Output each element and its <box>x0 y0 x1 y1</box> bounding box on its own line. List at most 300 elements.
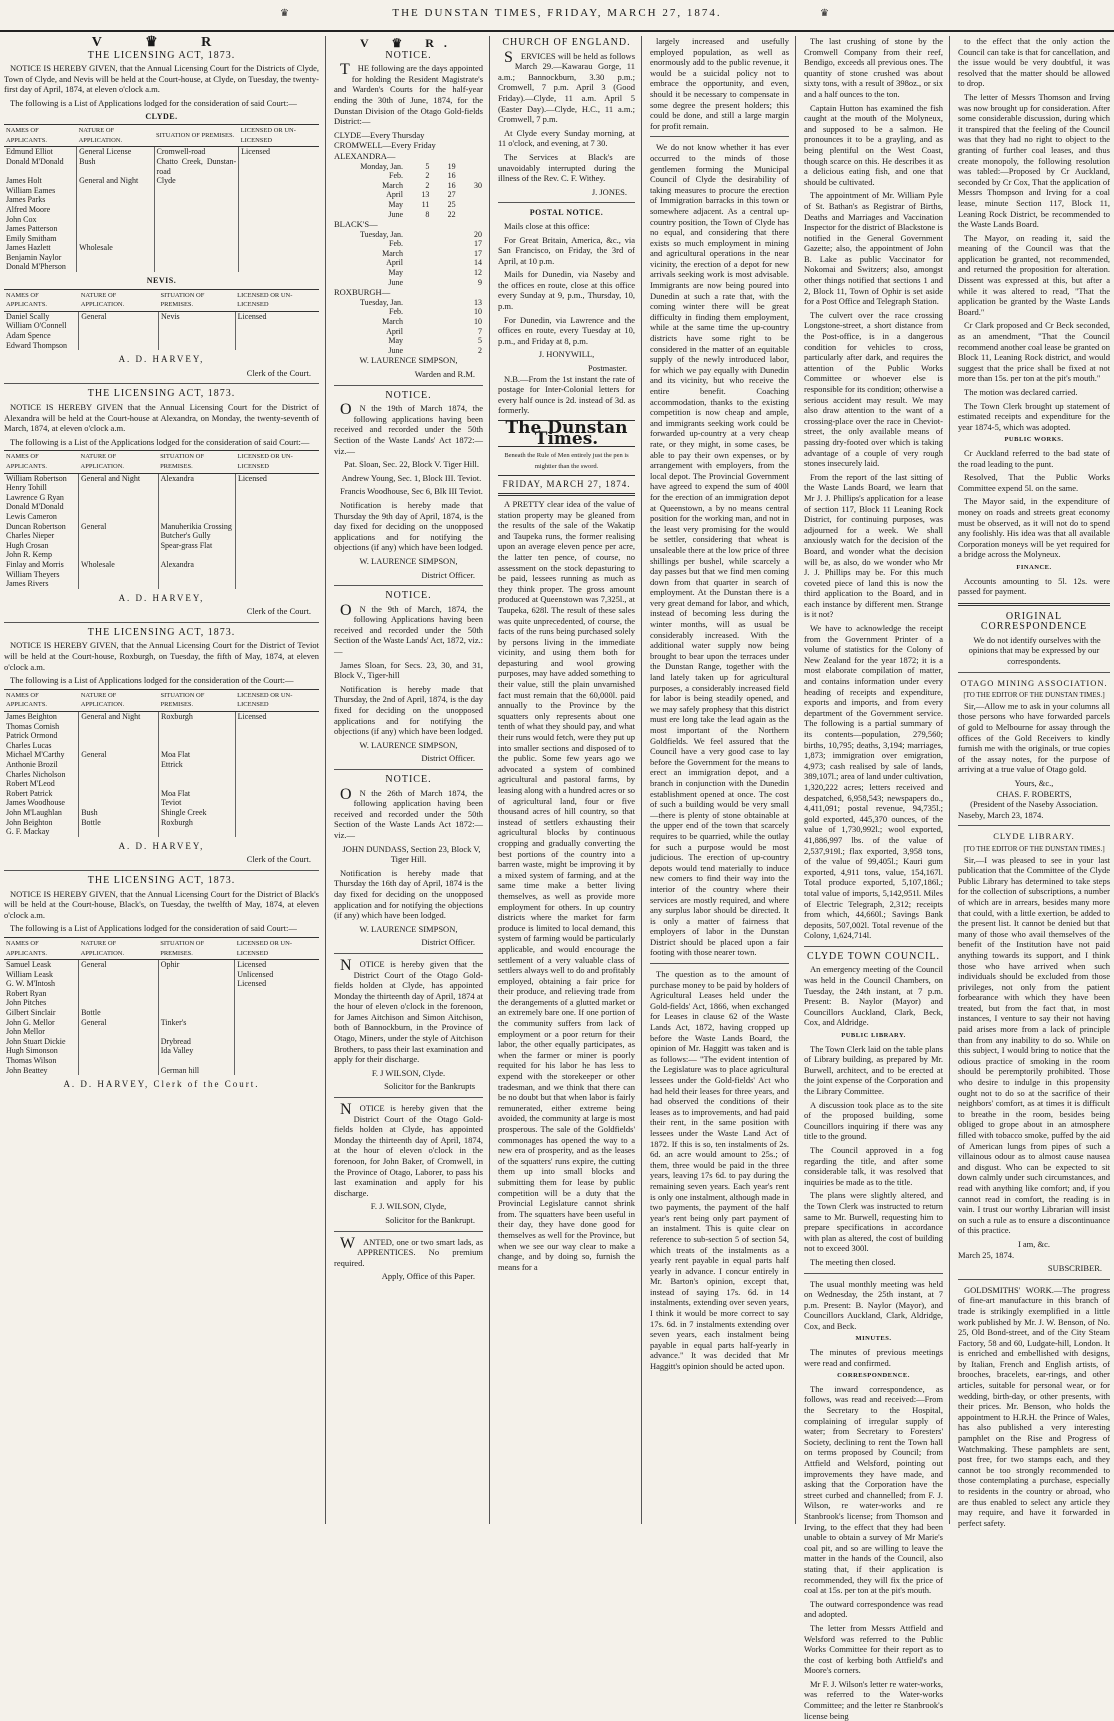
table-cell: Drybread <box>158 1037 235 1047</box>
table-cell <box>236 570 319 580</box>
signature-title: District Officer. <box>421 937 475 948</box>
court-blacks: BLACK'S— <box>334 219 378 230</box>
table-cell <box>79 760 159 770</box>
table-row <box>4 979 319 989</box>
council-body: The letter of Messrs Thomson and Irving was now brought up for consideration. After some considerable discussion, during which it transpired that the feeling of the Council was that they had no right to object to the granting of further coal leases, and thus create monopoly, the following resolution was tabled:—Proposed by Cr Auckland, seconded by Cr Cox, That the application of Messrs Thompson and Irving for a coal lease, minute Section 117, Block 11, Leaning Rock District, be recommended to the Waste Lands Board. <box>958 91 1110 230</box>
letter-to: [TO THE EDITOR OF THE DUNSTAN TIMES.] <box>963 844 1105 853</box>
table-cell <box>158 827 235 837</box>
table-cell: Chatto Creek, Dunstan-road <box>154 157 239 176</box>
table-cell <box>158 722 235 732</box>
newspaper-motto: Beneath the Rule of Men entirely just the pen is mightier than the sword. <box>498 451 635 476</box>
table-cell: Spear-grass Flat <box>158 541 235 551</box>
issue-date: FRIDAY, MARCH 27, 1874. <box>498 479 635 496</box>
notice-body: Notification is hereby made that Thursday the 9th day of April, 1874, is the day fixed for deciding on the unopposed applications and for notifying the objections (if any) which have been lodged. <box>334 499 483 553</box>
table-cell: John Beattey <box>6 1065 48 1075</box>
table-cell <box>235 731 319 741</box>
table-cell: Cromwell-road <box>154 147 239 157</box>
notice-item: James Sloan, for Secs. 23, 30, and 31, Block V., Tiger-hill <box>334 659 483 681</box>
table-cell: Bottle <box>79 818 159 828</box>
table-cell <box>239 243 319 253</box>
table-cell <box>79 979 159 989</box>
table-cell <box>158 512 235 522</box>
table-cell <box>79 1027 159 1037</box>
date-cell: Tuesday, Jan. <box>360 297 403 307</box>
table-cell <box>79 321 159 331</box>
council-body: The meeting then closed. <box>810 1256 896 1267</box>
council-body: Cr Auckland referred to the bad state of the road leading to the punt. <box>958 447 1110 469</box>
date-cell: March <box>382 248 403 258</box>
table-row <box>4 970 319 980</box>
signature: W. LAURENCE SIMPSON, <box>359 923 458 934</box>
table-cell: John M'Laughlan <box>6 807 62 817</box>
table-row <box>4 960 319 970</box>
table-row <box>4 243 319 253</box>
signature-title: Solicitor for the Bankrupt. <box>385 1214 475 1225</box>
church-body: At Clyde every Sunday morning, at 11 o'clock, and evening, at 7 30. <box>498 127 635 149</box>
table-cell <box>158 321 235 331</box>
date-cell: May <box>388 336 403 346</box>
table-row <box>4 531 319 541</box>
notice-body: NOTICE is hereby given that the District Court of the Otago Gold-fields holden at Clyde, has appointed Monday the thirteenth day of April, 1874 at the hour of eleven o'clock in the forenoon, for James Aitchison and Simon Aitchison, both of Bannockburn, in the Province of Otago, Miners, under the style of Aitchison Brothers, to pass their last examination and apply for their discharge. <box>334 956 483 1065</box>
table-cell <box>154 215 239 225</box>
date-cell: April <box>386 326 403 336</box>
royal-crest: V ♛ R <box>91 35 232 50</box>
notice-item: Andrew Young, Sec. 1, Block III. Teviot. <box>341 472 482 483</box>
column-notices <box>330 36 490 1524</box>
notice-item: JOHN DUNDASS, Section 23, Block V, Tiger Hill. <box>342 843 481 865</box>
applications-table: NAMES OF APPLICANTS. NATURE OF APPLICATION. SITUATION OF PREMISES. LICENSED OR UN-LICENSED Edmund Elliot General License Cromwell-road Licensed Donald M'Donald Bush Chatto Creek, Dunstan-road James Holt General and Night Clyde William Eames James Parks Alfred Moore John Cox James Patterson Emily Smitham James Hazlett Wholesale Benjamin Naylor Donald M'Pherson <box>4 124 319 272</box>
notice-title: NOTICE. <box>385 590 432 602</box>
table-cell: Manuherikia Crossing <box>158 522 235 532</box>
table-cell <box>235 1018 319 1028</box>
table-cell: Licensed <box>235 712 319 722</box>
table-cell: John Cox <box>6 214 37 224</box>
notice-body: NOTICE IS HEREBY GIVEN that the Annual Licensing Court for the District of Alexandra will be held at the Court-house at Alexandra, on Monday, the twenty-seventh of March, 1874, at eleven o'clock a.m. <box>4 402 319 434</box>
notice-title: NOTICE. <box>385 49 432 61</box>
table-cell <box>235 827 319 837</box>
table-cell: Hugh Simonson <box>6 1046 58 1056</box>
table-row <box>4 157 319 176</box>
table-cell: Moa Flat <box>158 789 235 799</box>
table-cell <box>235 808 319 818</box>
table-row <box>4 741 319 751</box>
table-cell <box>158 550 235 560</box>
table-row <box>4 1037 319 1047</box>
date-cell: March <box>382 317 403 327</box>
date-cell: 27 <box>447 190 456 200</box>
table-cell: Bottle <box>79 1008 159 1018</box>
table-cell: Robert Ryan <box>6 988 47 998</box>
table-cell <box>79 579 159 589</box>
table-cell: Lawrence G Ryan <box>6 492 64 502</box>
council-body: Mr F. J. Wilson's letter re water-works, was referred to the Water-works Committee; and the letter re Stanbrook's license being <box>804 1678 943 1721</box>
table-cell: Nevis <box>158 311 235 321</box>
date-cell: 16 <box>447 171 456 181</box>
table-cell <box>235 750 319 760</box>
letter-body: Sir,—I was pleased to see in your last publication that the Committee of the Clyde Public Library has determined to take steps for the collection of subscriptions, a number of which are in arrears, besides many more that could, with a little exertion, be added to the present list. It cannot be denied but that many of those who avail themselves of the benefit of the Institution have not paid anything towards its support, and I think those who have arrived when such individuals should be excluded from those privileges, not only from the patient forbearance with which they have been treated, but from the fact that, in most instances, I venture to say their not having paid arises more from a lack of principle than from any inability to do so. While on this subject, I would bring to notice that the odious practice of smoking in the room should be peremptorily prohibited. Those who desire to indulge in this propensity ought not to do so at the sacrifice of their neighbors' comfort, as at times it is difficult to breathe in the room, besides being obliged to grope about in an atmosphere filled with tobacco smoke, puffed by the aid of American lungs from pipes of such a villainous odour as to almost cause nausea and disgust. Who can be expected to sit down calmly under such circumstances, and read with anything like comfort; and, if you cannot read in comfort, the reading is in vain. I trust our worthy Librarian will insist on such a rule as to ensure a discontinuance of this practice. <box>958 854 1110 1236</box>
table-cell: James Holt <box>6 176 42 186</box>
date-cell: April <box>386 258 403 268</box>
table-cell <box>77 195 154 205</box>
table-row <box>4 779 319 789</box>
date-cell: 17 <box>474 248 482 258</box>
table-row <box>4 1056 319 1066</box>
table-cell: William Theyers <box>6 569 60 579</box>
applications-table: NAMES OF APPLICANTS. NATURE OF APPLICATION. SITUATION OF PREMISES. LICENSED OR UN-LICENSED Samuel Leask General Ophir Licensed William Leask Unlicensed G. W. M'Intosh Licensed Robert Ryan John Pitches Gilbert Sinclair Bottle John G. Mellor General Tinker's John Mellor John Stuart Dickie Drybread Hugh Simonson Ida Valley Thomas Wilson John Beattey German hill <box>4 937 319 1075</box>
table-row <box>4 550 319 560</box>
applications-table: NAMES OF APPLICANTS. NATURE OF APPLICATION. SITUATION OF PREMISES. LICENSED OR UN-LICENSED Daniel Scally General Nevis Licensed William O'Connell Adam Spence Edward Thompson <box>4 289 319 351</box>
table-cell: Donald M'Donald <box>6 156 64 166</box>
news-item: Captain Hutton has examined the fish caught at the mouth of the Molyneux, and supposed to be a salmon. He pronounces it to be a grayling, and as being plentiful on the West Coast, though scarce on this. He describes it as a delicious eating fish, and one that should be cultivated. <box>804 102 943 187</box>
table-cell <box>154 253 239 263</box>
table-cell: Wholesale <box>79 560 159 570</box>
table-cell <box>79 989 159 999</box>
date-cell: 12 <box>474 268 482 278</box>
date-cell: 13 <box>421 190 430 200</box>
table-cell <box>239 157 319 176</box>
court-dates <box>334 298 483 356</box>
correspondence-note: We do not identify ourselves with the opinions that may be expressed by our correspondents. <box>968 634 1101 667</box>
date-cell: 20 <box>474 229 482 239</box>
notice-intro: The following is a List of Applications lodged for the consideration of said Court:— <box>10 923 297 934</box>
notice-title: NOTICE. <box>385 389 432 401</box>
table-row <box>4 512 319 522</box>
table-cell <box>158 731 235 741</box>
letter-date: March 25, 1874. <box>958 1249 1015 1260</box>
news-item: The culvert over the race crossing Longstone-street, a short distance from the Post-office, is in a dangerous condition for vehicles to cross, particularly after dark, and requires the attention of the Public Works Committee or whoever else is responsible for its condition; otherwise a serious accident may result. We may also draw attention to the want of a crossing-place over the race in Cheviot-street, the only available means of passing dry-footed over which is taking advantage of a couple of very rough stones insecurely laid. <box>804 309 943 469</box>
notice-body: ON the 9th of March, 1874, the following Applications having been received and recorded under the 50th Section of the Waste Lands' Act, 1872, viz.:— <box>334 601 483 657</box>
table-cell: John Beighton <box>6 817 53 827</box>
table-row <box>4 215 319 225</box>
signature: A. D. HARVEY, <box>118 592 205 603</box>
notice-item: Francis Woodhouse, Sec 6, Blk III Teviot. <box>340 486 483 497</box>
letter-close: I am, &c. <box>1017 1238 1051 1249</box>
news-item: From the report of the last sitting of the Waste Lands Board, we learn that Mr J. J. Phillips's application for a lease of section 117, Block 11 Leaning Rock District, for continuing purposes, was adjourned for a week. We shall anxiously watch for the decision of the Board, and wonder what the decision will be, as also, do we wonder who Mr J. J. Phillips may be. For this much coveted piece of land this is now the third application to the Board, and in each instance by different men. Strange is it not? <box>804 471 943 620</box>
table-cell <box>79 1037 159 1047</box>
table-row <box>4 224 319 234</box>
court-clyde: CLYDE—Every Thursday <box>334 129 425 140</box>
table-cell: William Eames <box>6 185 56 195</box>
date-cell: 8 <box>425 209 430 219</box>
section-title: THE LICENSING ACT, 1873. <box>87 874 236 886</box>
church-title: CHURCH OF ENGLAND. <box>502 37 631 48</box>
date-cell: 30 <box>474 180 482 190</box>
table-cell: William O'Connell <box>6 321 67 331</box>
table-row <box>4 750 319 760</box>
table-row <box>4 311 319 321</box>
table-cell: John Pitches <box>6 998 47 1008</box>
table-cell: Emily Smitham <box>6 233 57 243</box>
council-body: The Town Clerk brought up statement of estimated receipts and expenditure for the year 1874-5, which was adopted. <box>958 400 1110 432</box>
council-body: The minutes of previous meetings were read and confirmed. <box>804 1347 943 1368</box>
table-cell: Ettrick <box>158 760 235 770</box>
newspaper-nameplate: The Dunstan Times. <box>498 420 635 447</box>
table-cell <box>239 234 319 244</box>
section-title: THE LICENSING ACT, 1873. <box>87 388 236 400</box>
signature: J. HONYWILL, <box>538 349 595 360</box>
table-cell <box>79 570 159 580</box>
notice-body: Notification is hereby made that Thursday the 16th day of April, 1874 is the day fixed for deciding on the unopposed application and for notifying the objections (if any) which have been lodged. <box>334 867 483 921</box>
table-cell <box>236 483 319 493</box>
table-cell <box>79 789 159 799</box>
table-cell <box>79 1046 159 1056</box>
table-cell: General License <box>77 147 154 157</box>
table-cell <box>236 560 319 570</box>
date-row <box>334 162 483 172</box>
table-row <box>4 502 319 512</box>
notice-body: ON the 26th of March 1874, the following application having been received and recorded under the 50th Section of the Waste Lands Act 1872:—viz.— <box>334 785 483 840</box>
table-row <box>4 483 319 493</box>
table-cell <box>79 770 159 780</box>
table-cell: Edward Thompson <box>6 340 67 350</box>
table-cell <box>239 262 319 272</box>
notice-body: NOTICE is hereby given that the District Court of the Otago Gold-fields holden at Clyde, has appointed Monday the thirteenth day of April, 1874, at the hour of eleven o'clock in the forenoon, for John Baker, of Cromwell, in the Province of Otago, Laborer, to pass his last examination and apply for his discharge. <box>334 1101 483 1198</box>
table-cell <box>158 483 235 493</box>
table-cell: Robert M'Leod <box>6 779 55 789</box>
date-row <box>334 268 483 278</box>
table-row <box>4 722 319 732</box>
council-body: The Town Clerk laid on the table plans of Library building, as prepared by Mr. Burwell, architect, and to be erected at the joint expense of the Corporation and the Library Committee. <box>804 1043 943 1096</box>
applications-table: NAMES OF APPLICANTS. NATURE OF APPLICATION. SITUATION OF PREMISES. LICENSED OR UN-LICENSED James Beighton General and Night Roxburgh Licensed Thomas Cornish Patrick Ormond Charles Lucas Michael M'Carthy General Moa Flat Anthonie Brozil Ettrick Charles Nicholson Robert M'Leod Robert Patrick Moa Flat James Woodhouse Teviot John M'Laughlan Bush Shingle Creek John Beighton Bottle Roxburgh G. F. Mackay <box>4 689 319 837</box>
table-cell <box>235 798 319 808</box>
subhead: MINUTES. <box>855 1335 892 1343</box>
table-cell <box>79 731 159 741</box>
table-cell <box>77 262 154 272</box>
table-row <box>4 560 319 570</box>
table-cell <box>235 1037 319 1047</box>
signature: A. D. HARVEY, Clerk of the Court. <box>63 1079 260 1090</box>
council-title: CLYDE TOWN COUNCIL. <box>807 950 940 962</box>
table-cell: Thomas Wilson <box>6 1056 57 1066</box>
date-row <box>334 278 483 288</box>
table-cell: James Rivers <box>6 579 49 589</box>
table-cell <box>79 827 159 837</box>
table-row <box>4 989 319 999</box>
council-body: The outward correspondence was read and adopted. <box>804 1598 943 1620</box>
table-row <box>4 234 319 244</box>
notice-body: Notification is hereby made that Thursday, the 2nd of April, 1874, is the day fixed for deciding on the unopposed applications and for notifying the objections (if any) which have been lodged. <box>334 683 483 737</box>
table-cell: Shingle Creek <box>158 808 235 818</box>
letter-body: Sir,—Allow me to ask in your columns all those persons who have forwarded parcels of gold to Melbourne for assay through the offices of the Gold Receivers to kindly furnish me with the originals, or true copies of the assay notes, for the purpose of arriving at a true value of Otago gold. <box>958 700 1110 775</box>
table-cell <box>79 970 159 980</box>
table-cell <box>79 741 159 751</box>
signature-title: Clerk of the Court. <box>246 367 311 378</box>
date-cell: 7 <box>478 326 482 336</box>
date-cell: 17 <box>474 239 482 249</box>
table-cell: G. W. M'Intosh <box>6 979 56 989</box>
table-cell <box>79 550 159 560</box>
table-row <box>4 789 319 799</box>
letter-role: (President of the Naseby Association. <box>970 799 1098 810</box>
crest-icon: ♛ <box>280 8 289 19</box>
table-row <box>4 808 319 818</box>
table-cell: John G. Mellor <box>6 1017 55 1027</box>
advert-contact: Apply, Office of this Paper. <box>381 1271 475 1282</box>
table-cell: General <box>79 1018 159 1028</box>
date-row <box>334 190 483 200</box>
date-cell: Feb. <box>389 171 403 181</box>
table-cell: General and Night <box>79 473 159 483</box>
table-cell <box>79 512 159 522</box>
date-cell: Feb. <box>389 239 403 249</box>
signature: A. D. HARVEY, <box>118 354 205 365</box>
table-cell <box>77 205 154 215</box>
subhead: PUBLIC LIBRARY. <box>841 1032 906 1040</box>
table-cell: General <box>79 750 159 760</box>
date-cell: April <box>386 190 403 200</box>
table-row <box>4 195 319 205</box>
editorial-body: largely increased and usefully employed population, as well as enormously add to the public revenue, it would be a suicidal policy not to embrace the opportunity, and even, should it be necessary to compensate in some degree the present holders; this could be done, and still a large margin for profit remain. <box>650 36 789 131</box>
signature: W. LAURENCE SIMPSON, <box>359 555 458 566</box>
table-cell: Alfred Moore <box>6 204 51 214</box>
table-cell: Unlicensed <box>235 970 319 980</box>
table-cell <box>235 321 319 331</box>
table-cell <box>235 998 319 1008</box>
table-cell <box>158 1008 235 1018</box>
notice-intro: The following is a List of Applications lodged for the consideration of said Court:— <box>10 97 297 108</box>
table-cell <box>158 970 235 980</box>
advert-body: WANTED, one or two smart lads, as APPRENTICES. No premium required. <box>334 1234 483 1268</box>
column-licensing <box>0 36 326 1524</box>
table-cell <box>79 1066 159 1076</box>
table-cell <box>239 195 319 205</box>
council-body: A discussion took place as to the site of the proposed building, some Councillors inquiring if there was any title to the ground. <box>804 1099 943 1142</box>
table-cell <box>158 979 235 989</box>
table-cell: Licensed <box>235 960 319 970</box>
date-row <box>334 239 483 249</box>
notice-body: NOTICE IS HEREBY GIVEN, that the Annual Licensing Court for the District of Black's will be held at the Court-house, Black's, on Tuesday, the twelfth of May, 1874, at eleven o'clock a.m. <box>4 888 319 920</box>
date-cell: June <box>388 345 403 355</box>
date-row <box>334 327 483 337</box>
table-cell: Edmund Elliot <box>6 147 53 157</box>
table-cell: General <box>79 311 159 321</box>
date-cell: 2 <box>425 171 430 181</box>
council-body: The Mayor, on reading it, said the meaning of the Council was that the application be granted, not recommended, and returned the proposition for alteration. Dissent was expressed at this, but after a while it was altered to read, "That the application be granted by the Waste Lands Board." <box>958 232 1110 317</box>
notice-body: THE following are the days appointed for holding the Resident Magistrate's and Warden's Courts for the half-year ending the 30th of June, 1874, for the Dunstan Division of the Otago Gold-fields District:— <box>334 61 483 127</box>
date-row <box>334 210 483 220</box>
table-cell: Thomas Cornish <box>6 721 60 731</box>
date-cell: 14 <box>474 258 482 268</box>
table-row <box>4 321 319 331</box>
date-cell: 5 <box>425 161 430 171</box>
table-cell <box>79 331 159 341</box>
date-cell: June <box>388 209 403 219</box>
column-correspondence <box>954 36 1114 1528</box>
table-row <box>4 818 319 828</box>
court-cromwell: CROMWELL—Every Friday <box>334 140 436 151</box>
table-cell: Donald M'Donald <box>6 502 64 512</box>
table-cell <box>158 770 235 780</box>
table-cell: Licensed <box>236 473 319 483</box>
date-cell: 5 <box>478 336 482 346</box>
table-cell: James Woodhouse <box>6 798 65 808</box>
table-cell <box>236 493 319 503</box>
subhead: PUBLIC WORKS. <box>1004 436 1064 444</box>
signature-title: Postmaster. <box>588 363 627 374</box>
table-cell <box>77 215 154 225</box>
news-item: The appointment of Mr. William Pyle of St. Bathan's as Registrar of Births, Deaths and Marriages and Vaccination Inspector for the district of Blackstone is notified in the General Government Gazette; also, the appointment of John B. Lake as public Vaccinator for Nokomai and Switzers; also, amongst other things notified that sections 1 and 2, Block 11, Town of Ophir is set aside for a Post Office and Telegraph Station. <box>804 190 943 307</box>
date-row <box>334 346 483 356</box>
table-row <box>4 1018 319 1028</box>
date-cell: Monday, Jan. <box>360 161 403 171</box>
table-row <box>4 998 319 1008</box>
date-row <box>334 230 483 240</box>
notice-intro: The following is a List of the Applications lodged for the consideration of said Court:— <box>10 436 310 447</box>
table-row <box>4 731 319 741</box>
table-cell <box>158 779 235 789</box>
table-row <box>4 1027 319 1037</box>
table-cell: Alexandra <box>158 473 235 483</box>
table-cell <box>235 331 319 341</box>
table-row <box>4 760 319 770</box>
table-cell <box>235 341 319 351</box>
signature: A. D. HARVEY, <box>118 840 205 851</box>
date-row <box>334 171 483 181</box>
church-body: The Services at Black's are unavoidably interrupted during the illness of the Rev. C. F. Withey. <box>498 151 635 184</box>
table-cell: James Parks <box>6 195 46 205</box>
table-cell: Licensed <box>235 311 319 321</box>
table-cell: Licensed <box>235 979 319 989</box>
page-header: THE DUNSTAN TIMES, FRIDAY, MARCH 27, 1874. <box>392 7 722 19</box>
signature: J. JONES. <box>591 186 627 197</box>
table-cell <box>239 176 319 186</box>
table-cell <box>77 234 154 244</box>
letter-title: OTAGO MINING ASSOCIATION. <box>960 677 1108 688</box>
table-cell <box>79 1056 159 1066</box>
date-row <box>334 298 483 308</box>
signature-title: Clerk of the Court. <box>246 606 311 617</box>
table-cell <box>236 512 319 522</box>
date-cell: 10 <box>474 307 482 317</box>
date-cell: Feb. <box>389 307 403 317</box>
date-cell: 19 <box>447 161 456 171</box>
table-cell: Alexandra <box>158 560 235 570</box>
table-cell <box>235 779 319 789</box>
section-title: THE LICENSING ACT, 1873. <box>87 626 236 638</box>
council-body: The Council approved in a fog regarding the title, and after some considerable talk, it was resolved that inquiries be made as to the title. <box>804 1144 943 1187</box>
table-cell <box>235 760 319 770</box>
signature: F. J WILSON, Clyde. <box>371 1067 446 1078</box>
news-item: We have to acknowledge the receipt from the Government Printer of a volume of statistics for the Colony of New Zealand for the year 1872; it is a most elaborate compilation of matter, and contains information under every heading of receipts and expenditure, exports and imports, and from every department of the Government service. The following is a partial summary of its contents—population, 279,560; births, 10,795; deaths, 3,194; marriages, 1,873; immigration over emigration, 4,973; cash realised by sale of lands, 389,107l.; area of land under cultivation, 1,320,222 acres; letters received and despatched, 6,958,543; newspapers do., 4,411,091; postal revenue, 94,735l.; gold exported, 445,370 ounces, of the value of 1,730,992l.; wool exported, 41,886,997 lbs. of the value of 2,537,919l.; flax exported, 3,958 tons, of the value of 99,405l.; Kauri gum exported, 4,911 tons, value, 154,167l. Total produce exported, 5,107,186l.; total value of imports, 5,142,951l. Miles of Electric Telegraph, 2,312; receipts from which, 44,660l.; Savings Bank deposits, 507,002l. Total revenue of the Colony, 1,624,714l. <box>804 623 943 941</box>
table-cell: Charles Nicholson <box>6 769 66 779</box>
table-cell <box>236 541 319 551</box>
notice-body: NOTICE IS HEREBY GIVEN, that the Annual Licensing Court for the Districts of Clyde, Town of Clyde, and Nevis will be held at the Court-house, at Clyde, on Tuesday, the twenty-first day of April, 1874, at eleven o'clock a.m. <box>4 63 319 95</box>
date-row <box>334 181 483 191</box>
date-cell: 10 <box>474 317 482 327</box>
council-body: Resolved, That the Public Works Committee expend 5l. on the same. <box>958 472 1110 493</box>
table-row <box>4 712 319 722</box>
editorial-body: The question as to the amount of purchase money to be paid by holders of Agricultural Leases held under the Gold-fields' Act, 1866, when exchanged for Leases in clause 62 of the Waste Lands Act, 1872, having cropped up before the Waste Lands Board, the opinion of Mr. Haggitt was taken and is as follows:— "The evident intention of the Legislature was to place agricultural lessees under the Gold-fields' Act who had held their leases for three years, and had observed the conditions of their leases as to improvements, and had paid their rent, in the same position with lessees under the Waste Land Act of 1872. If this is so, ten instalments of 2s. 6d. an acre would amount to 25s.; of them, three would be paid in the three years, leaving 17s 6d. to pay during the remaining seven years. Each year's rent is only one instalment, although made in two payments, the payment of the half year's rent being only part payment of an instalment. This is quite clear on reference to sub-section 5 of section 54, which treats of the instalments as a yearly rent payable in equal parts half yearly in advance. I concur entirely in Mr. Barton's opinion, except that, instead of saying 17s. 6d. in 14 instalments, extending over seven years, I think it would be more correct to say 17s. 6d. in 7 instalments extending over seven years, each instalment being payable in equal parts half-yearly in advance." It was decided that Mr Haggitt's opinion should be acted upon. <box>650 969 789 1372</box>
table-cell <box>77 186 154 196</box>
table-cell <box>79 502 159 512</box>
editorial-body: We do not know whether it has ever occurred to the minds of those gentlemen forming the Municipal Council of Clyde the desirability of taking measures to procure the erection of Immigration barracks in this town or somewhere adjacent. As a central up-country position, the Town of Clyde has no equal, and considering that there exists so much employment in mining and agricultural operations in the near vicinity, the erection of a depot for new arrivals seeking work is most advisable. Immigrants are now being poured into Dunedin at such a rate that, with the coming winter there will be great difficulty in finding them employment, while at the same time the up-country districts have some right to be considered in the matter of an equitable supply of the newly introduced labor, for which we pay equally with Dunedin and its vicinity, but who receive the entire benefit. Coaching accommodation, thanks to the existing competition is now cheap and ample, and immigrants seeking work could be forwarded up-country at a very cheap rate, or they might, in some cases, be able to pay their own expenses, or by arrangement with employers, from the local depot. The Provincial Government have agreed to expend the sum of 400l for the erection of an immigration depot at Queenstown, a by no means central position for the working man, and not in the least very promising for the would be settler, considering that wheat is unsaleable there at the low price of three shillings per bushel, while scarcely a day passes but that we find men coming down from that quarter in search of employment. At the Dunstan there is a very great demand for labor, and which, instead of becoming less during the winter months, will as usual be considerably increased. With the additional water supply now being brought to bear upon the terraces under the Dunstan Range, together with the land lately taken up for agricultural purposes, a considerably increased field for labor is being steadily opened, and we may safely prophesy that this district must ere long take the lead again as the most important of the Northern Goldfields. We feel assured that the Council have a very good case to lay before the Government for the means to erect an immigration depot, and a branch in conjunction with the Dunedin establishment opened at once. The cost of such a building would be very small—there is plenty of stone obtainable at the upper end of the town that scarcely requires to be quarried, while the outlay for such a purpose would be most judicious. The erection of up-country depots would tend materially to induce new comers to find their way into the interior of the country where their services are mostly required, and where any surplus labor should be directed. It is only a matter of fairness that employers of labor in the Dunstan District should be placed upon a fair footing with those nearer town. <box>650 142 789 958</box>
notice-title: NOTICE. <box>385 774 432 785</box>
table-row <box>4 473 319 483</box>
column-editorial-continued <box>646 36 796 1524</box>
table-cell: Lewis Cameron <box>6 511 57 521</box>
table-row <box>4 186 319 196</box>
table-row <box>4 770 319 780</box>
table-cell: John Mellor <box>6 1027 45 1037</box>
table-cell <box>236 550 319 560</box>
court-roxburgh: ROXBURGH— <box>334 287 391 298</box>
table-cell <box>158 1056 235 1066</box>
table-cell <box>158 331 235 341</box>
council-body: The inward correspondence, as follows, was read and received:—From the Secretary to the Hospital, complaining of irregular supply of water; from Secretary to Foresters' Society, declining to rent the Town hall on terms proposed by Council; from Attfield and Welsford, pointing out improvements they have made, and asking that the Corporation have the street curbed and channelled; from F. J. Wilson, re water-works and re Stanbrook's license; from Thomson and Irving, to the effect that they had been unable to obtain a survey of Mr Marie's coal pit, and so are willing to leave the matter in the hands of the Council, also stating that, if their application is recommended, they will fix the price of coal at 15s. per ton at the pit's mouth. <box>804 1383 943 1596</box>
table-cell: Henry Tohill <box>6 483 47 493</box>
table-row <box>4 341 319 351</box>
letter-signature: SUBSCRIBER. <box>1047 1263 1102 1274</box>
